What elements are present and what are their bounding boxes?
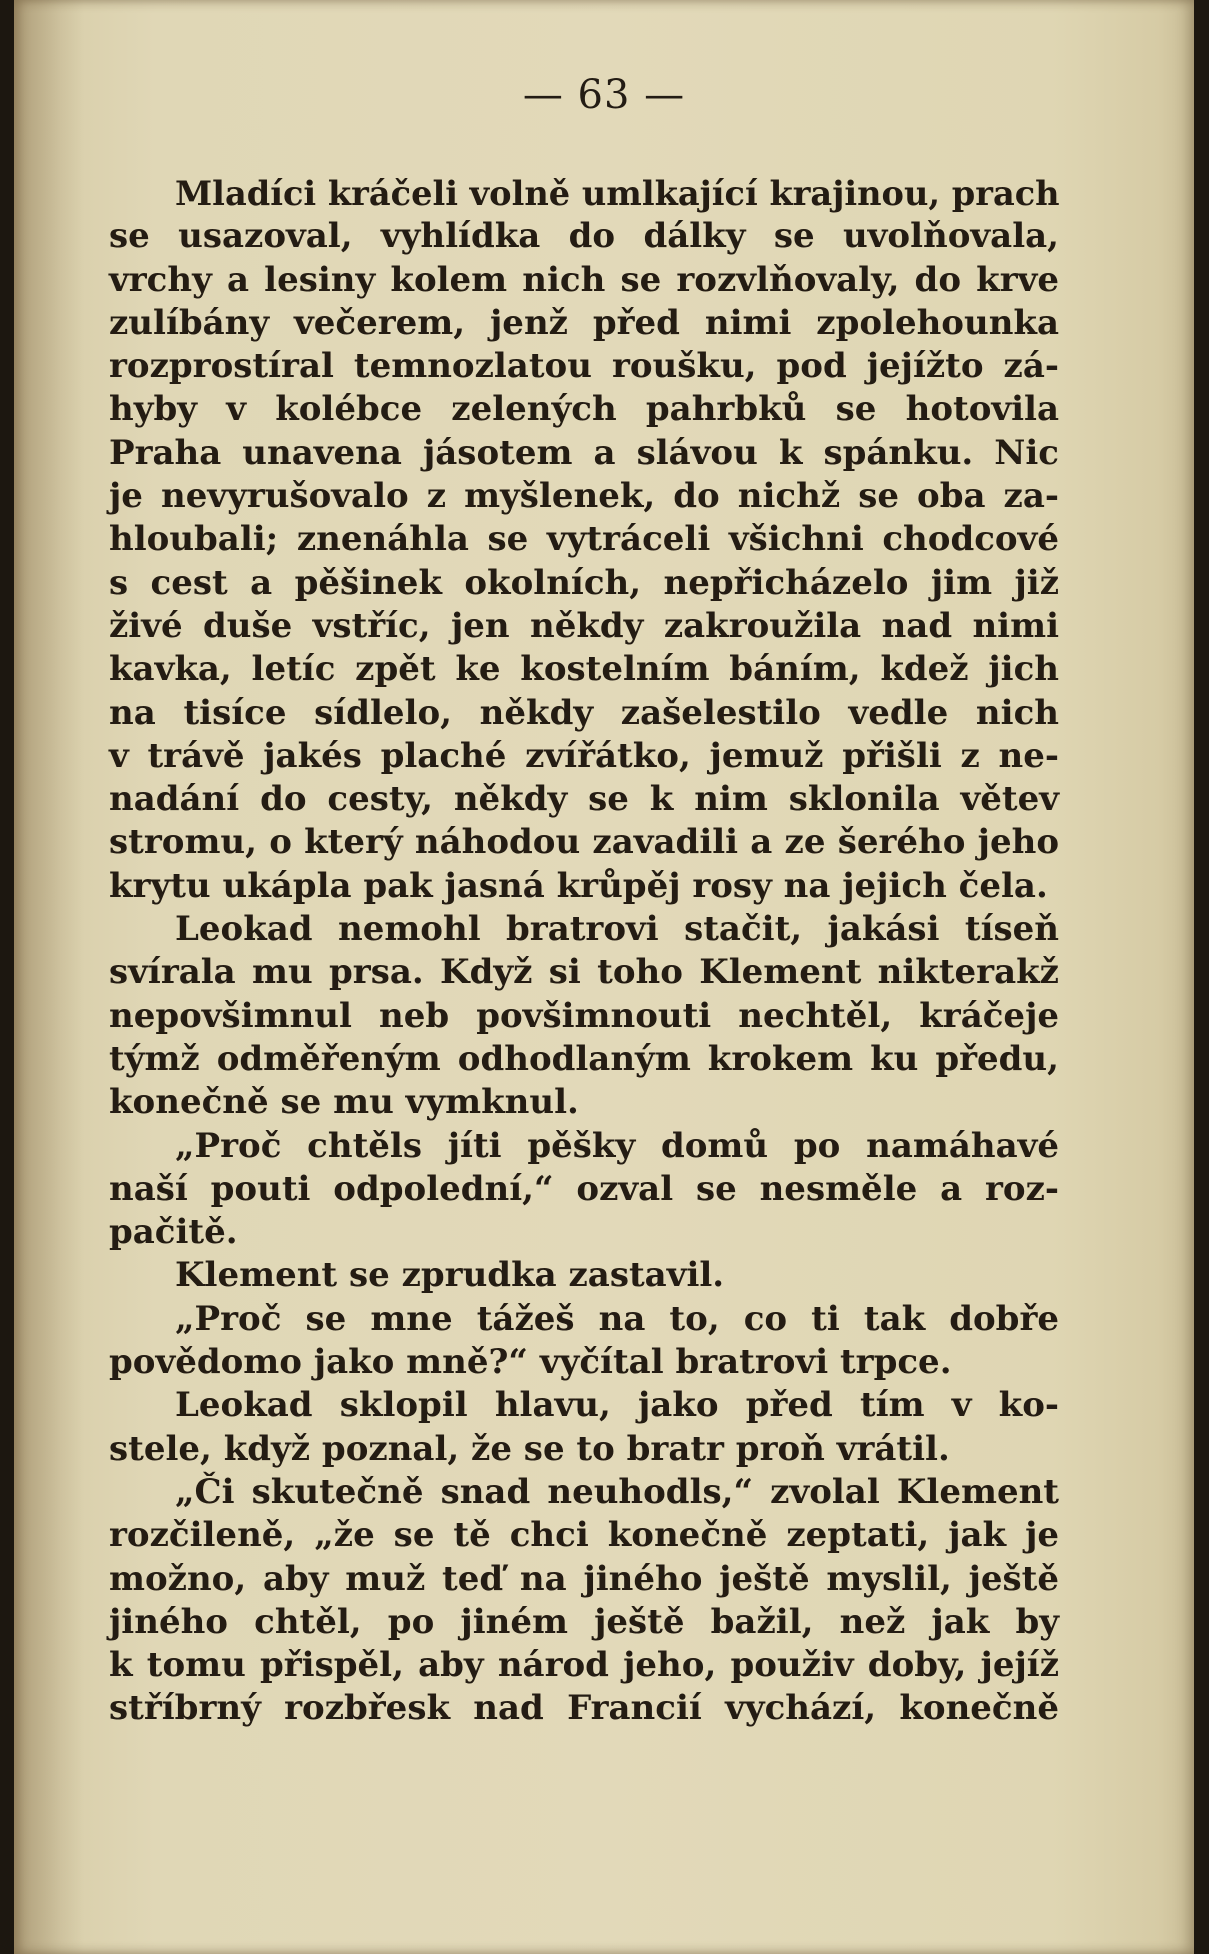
text-line: v trávě jakés plaché zvířátko, jemuž přišli z ne-	[109, 735, 1059, 776]
text-line: možno, aby muž teď na jiného ještě myslil, ještě	[109, 1558, 1059, 1599]
text-line: Leokad sklopil hlavu, jako před tím v ko-	[175, 1385, 1059, 1426]
text-line: rozprostíral temnozlatou roušku, pod jejížto zá-	[109, 346, 1059, 387]
text-line: Klement se zprudka zastavil.	[175, 1255, 725, 1296]
page-number: — 63 —	[522, 72, 686, 118]
text-line: Leokad nemohl bratrovi stačit, jakási tíseň	[175, 909, 1059, 950]
text-line: svírala mu prsa. Když si toho Klement nikterakž	[109, 952, 1059, 993]
text-line: Mladíci kráčeli volně umlkající krajinou, prach	[175, 173, 1060, 213]
text-line: hyby v kolébce zelených pahrbků se hotovila	[109, 389, 1059, 430]
text-line: s cest a pěšinek okolních, nepřicházelo jim již	[109, 562, 1059, 603]
text-line: vrchy a lesiny kolem nich se rozvlňovaly, do krve	[109, 259, 1059, 300]
text-line: je nevyrušovalo z myšlenek, do nichž se oba za-	[109, 476, 1059, 517]
text-line: kavka, letíc zpět ke kostelním báním, kdež jich	[109, 649, 1059, 690]
text-line: týmž odměřeným odhodlaným krokem ku předu,	[109, 1038, 1059, 1079]
page-gutter-shadow	[14, 0, 84, 1954]
text-line: zulíbány večerem, jenž před nimi zpolehounka	[109, 302, 1059, 343]
text-line: živé duše vstříc, jen někdy zakroužila nad nimi	[109, 605, 1059, 646]
text-line: stromu, o který náhodou zavadili a ze šerého jeho	[109, 822, 1059, 863]
text-line: hloubali; znenáhla se vytráceli všichni chodcové	[109, 519, 1059, 560]
text-line: stele, když poznal, že se to bratr proň vrátil.	[109, 1428, 950, 1469]
text-line: naší pouti odpolední,“ ozval se nesměle a roz-	[109, 1168, 1059, 1209]
text-line: na tisíce sídlelo, někdy zašelestilo vedle nich	[109, 692, 1059, 733]
book-page	[14, 0, 1194, 1954]
text-line: jiného chtěl, po jiném ještě bažil, než jak by	[109, 1601, 1059, 1642]
text-line: nepovšimnul neb povšimnouti nechtěl, kráčeje	[109, 995, 1059, 1036]
text-line: se usazoval, vyhlídka do dálky se uvolňovala,	[109, 216, 1059, 257]
text-line: Praha unavena jásotem a slávou k spánku. Nic	[109, 432, 1059, 473]
text-line: „Či skutečně snad neuhodls,“ zvolal Klement	[175, 1471, 1059, 1512]
text-line: pačitě.	[109, 1212, 238, 1253]
text-line: „Proč se mne tážeš na to, co ti tak dobře	[175, 1298, 1059, 1339]
text-line: povědomo jako mně?“ vyčítal bratrovi trpce.	[109, 1342, 952, 1383]
text-line: k tomu přispěl, aby národ jeho, použiv doby, jejíž	[109, 1645, 1059, 1686]
text-line: nadání do cesty, někdy se k nim sklonila větev	[109, 779, 1059, 820]
text-line: stříbrný rozbřesk nad Francií vychází, konečně	[109, 1688, 1059, 1729]
text-line: rozčileně, „že se tě chci konečně zeptati, jak je	[109, 1515, 1059, 1556]
body-text	[109, 172, 1059, 1731]
text-line: „Proč chtěls jíti pěšky domů po namáhavé	[175, 1125, 1059, 1166]
text-line: krytu ukápla pak jasná krůpěj rosy na jejich čela.	[109, 865, 1048, 906]
text-line: konečně se mu vymknul.	[109, 1082, 579, 1123]
